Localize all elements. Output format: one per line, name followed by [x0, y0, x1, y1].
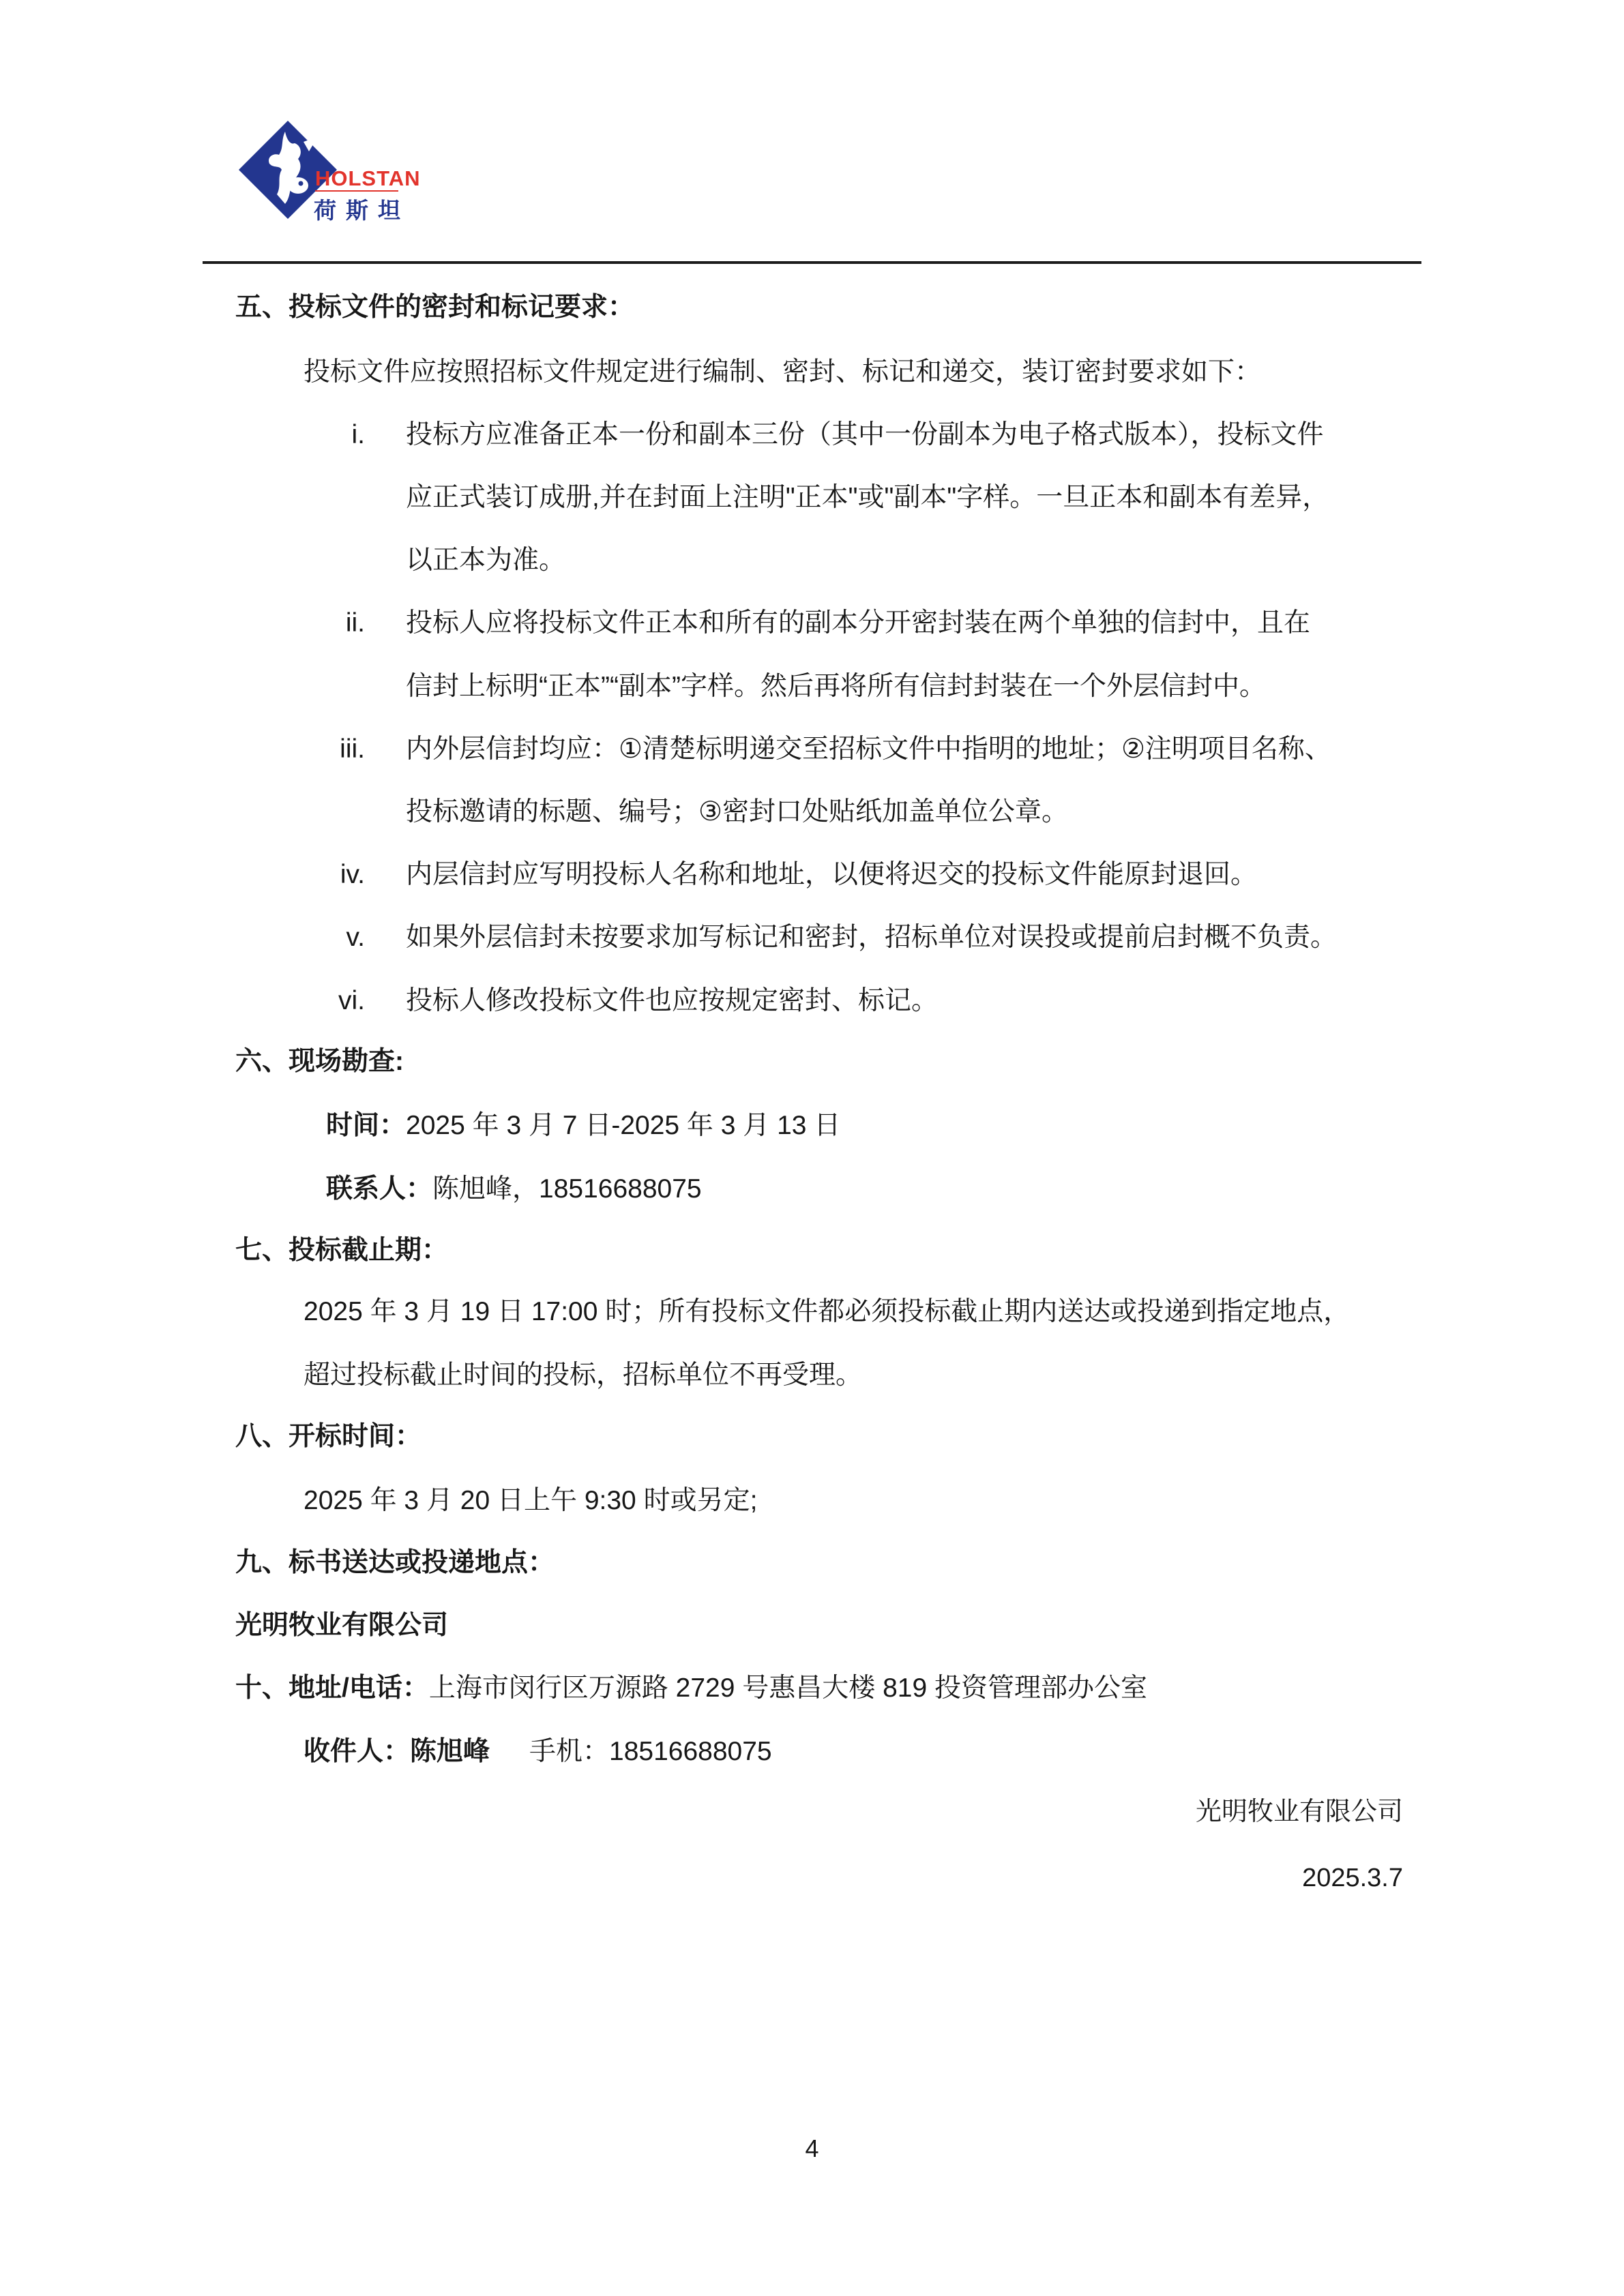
section-7-heading: 七、投标截止期：: [235, 1236, 449, 1265]
list-item-i-line-2: 应正式装订成册,并在封面上注明"正本"或"副本"字样。一旦正本和副本有差异，: [406, 483, 1329, 512]
list-num-iv: iv.: [340, 860, 365, 889]
section-8-heading: 八、开标时间：: [235, 1422, 422, 1451]
list-item-vi-line-1: 投标人修改投标文件也应按规定密封、标记。: [406, 986, 939, 1015]
time-label: 时间：: [326, 1111, 407, 1140]
list-item-i-line-3: 以正本为准。: [406, 546, 566, 575]
site-visit-time: [326, 1109, 840, 1142]
list-item-iv-line-1: 内层信封应写明投标人名称和地址，以便将迟交的投标文件能原封退回。: [406, 860, 1258, 889]
list-item-v-line-1: 如果外层信封未按要求加写标记和密封，招标单位对误投或提前启封概不负责。: [406, 923, 1338, 952]
address-value: 上海市闵行区万源路 2729 号惠昌大楼 819 投资管理部办公室: [428, 1673, 1148, 1703]
page-number: 4: [805, 2134, 819, 2162]
list-item-ii-line-2: 信封上标明“正本”“副本”字样。然后再将所有信封封装在一个外层信封中。: [406, 672, 1266, 701]
recipient-phone: 手机：18516688075: [529, 1737, 772, 1766]
list-num-ii: ii.: [345, 608, 365, 638]
list-item-iii-line-1: 内外层信封均应：①清楚标明递交至招标文件中指明的地址；②注明项目名称、: [406, 734, 1331, 764]
recipient-name: 收件人：陈旭峰: [304, 1737, 490, 1766]
address-line: [235, 1672, 1147, 1705]
opening-time-line: 2025 年 3 月 20 日上午 9:30 时或另定;: [304, 1486, 758, 1515]
brand-underline: [315, 190, 398, 192]
list-item-ii-line-1: 投标人应将投标文件正本和所有的副本分开密封装在两个单独的信封中，且在: [406, 608, 1311, 638]
site-visit-contact: [326, 1173, 702, 1206]
list-num-i: i.: [351, 420, 365, 449]
section-5-heading: 五、投标文件的密封和标记要求：: [235, 293, 635, 322]
delivery-company: 光明牧业有限公司: [235, 1611, 449, 1640]
contact-value: 陈旭峰，18516688075: [432, 1174, 702, 1204]
brand-wordmark-cn: 荷斯坦: [314, 198, 410, 223]
list-item-i-line-1: 投标方应准备正本一份和副本三份（其中一份副本为电子格式版本），投标文件: [406, 420, 1324, 449]
signature-date: 2025.3.7: [1302, 1864, 1403, 1892]
header-divider: [203, 261, 1421, 264]
section-6-heading: 六、现场勘查:: [235, 1047, 404, 1076]
list-num-iii: iii.: [340, 734, 365, 764]
deadline-line-2: 超过投标截止时间的投标，招标单位不再受理。: [304, 1360, 863, 1390]
list-num-v: v.: [346, 923, 365, 952]
deadline-line-1: 2025 年 3 月 19 日 17:00 时；所有投标文件都必须投标截止期内送达或投递到指定地点，: [304, 1297, 1350, 1326]
brand-wordmark: HOLSTAN: [315, 166, 421, 190]
contact-label: 联系人：: [326, 1174, 433, 1204]
recipient-line: [304, 1735, 772, 1768]
list-num-vi: vi.: [338, 986, 365, 1015]
list-item-iii-line-2: 投标邀请的标题、编号；③密封口处贴纸加盖单位公章。: [406, 797, 1068, 826]
holstan-logo: [237, 119, 421, 225]
section-10-heading: 十、地址/电话：: [235, 1673, 429, 1703]
section-9-heading: 九、标书送达或投递地点：: [235, 1548, 555, 1577]
section-5-intro: 投标文件应按照招标文件规定进行编制、密封、标记和递交，装订密封要求如下：: [304, 357, 1262, 387]
time-value: 2025 年 3 月 7 日-2025 年 3 月 13 日: [406, 1111, 841, 1140]
signature-company: 光明牧业有限公司: [1195, 1798, 1403, 1826]
